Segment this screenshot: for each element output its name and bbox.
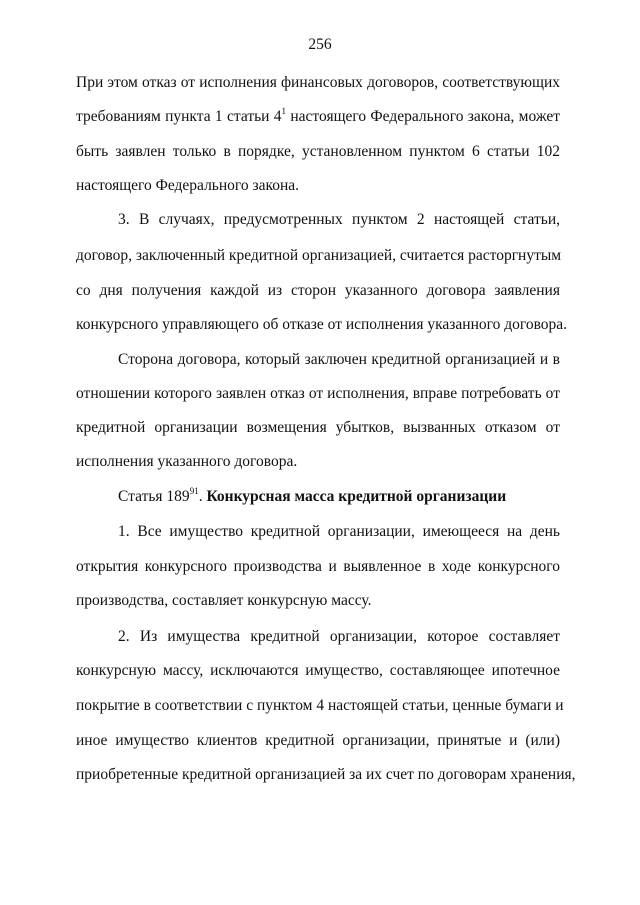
text-line: исполнения указанного договора. — [76, 453, 298, 470]
text-segment: требованиям пункта 1 статьи 4 — [76, 108, 282, 125]
text-line: Сторона договора, который заключен кредитной организацией и в — [118, 351, 560, 368]
text-line: покрытие в соответствии с пунктом 4 настоящей статьи, ценные бумаги и — [76, 697, 564, 714]
text-line: иное имущество клиентов кредитной организации, принятые и (или) — [76, 732, 560, 749]
text-line: быть заявлен только в порядке, установленном пунктом 6 статьи 102 — [76, 143, 560, 160]
text-line: отношении которого заявлен отказ от исполнения, вправе потребовать от — [76, 385, 560, 402]
text-line: 3. В случаях, предусмотренных пунктом 2 настоящей статьи, — [118, 211, 560, 228]
heading-separator: . — [198, 488, 207, 505]
article-number: Статья 189 — [118, 488, 190, 505]
text-line: 1. Все имущество кредитной организации, имеющееся на день — [118, 523, 560, 540]
page-number: 256 — [308, 36, 332, 53]
text-line: настоящего Федерального закона. — [76, 177, 300, 194]
text-line: приобретенные кредитной организацией за их счет по договорам хранения, — [76, 766, 576, 783]
text-line — [76, 107, 560, 127]
text-line: со дня получения каждой из сторон указанного договора заявления — [76, 282, 560, 299]
article-title: Конкурсная масса кредитной организации — [206, 488, 507, 505]
text-line: производства, составляет конкурсную массу. — [76, 592, 372, 609]
text-segment: настоящего Федерального закона, может — [286, 108, 560, 125]
superscript: 1 — [281, 106, 287, 116]
text-line: конкурсного управляющего об отказе от исполнения указанного договора. — [76, 316, 568, 333]
text-line: кредитной организации возмещения убытков, вызванных отказом от — [76, 419, 560, 436]
text-line: открытия конкурсного производства и выявленное в ходе конкурсного — [76, 558, 560, 575]
text-line: 2. Из имущества кредитной организации, которое составляет — [118, 628, 560, 645]
article-heading — [118, 487, 506, 507]
text-line: договор, заключенный кредитной организацией, считается расторгнутым — [76, 247, 562, 264]
article-superscript: 91 — [189, 486, 199, 496]
text-line: При этом отказ от исполнения финансовых договоров, соответствующих — [76, 74, 560, 91]
text-line: конкурсную массу, исключаются имущество, составляющее ипотечное — [76, 662, 560, 679]
